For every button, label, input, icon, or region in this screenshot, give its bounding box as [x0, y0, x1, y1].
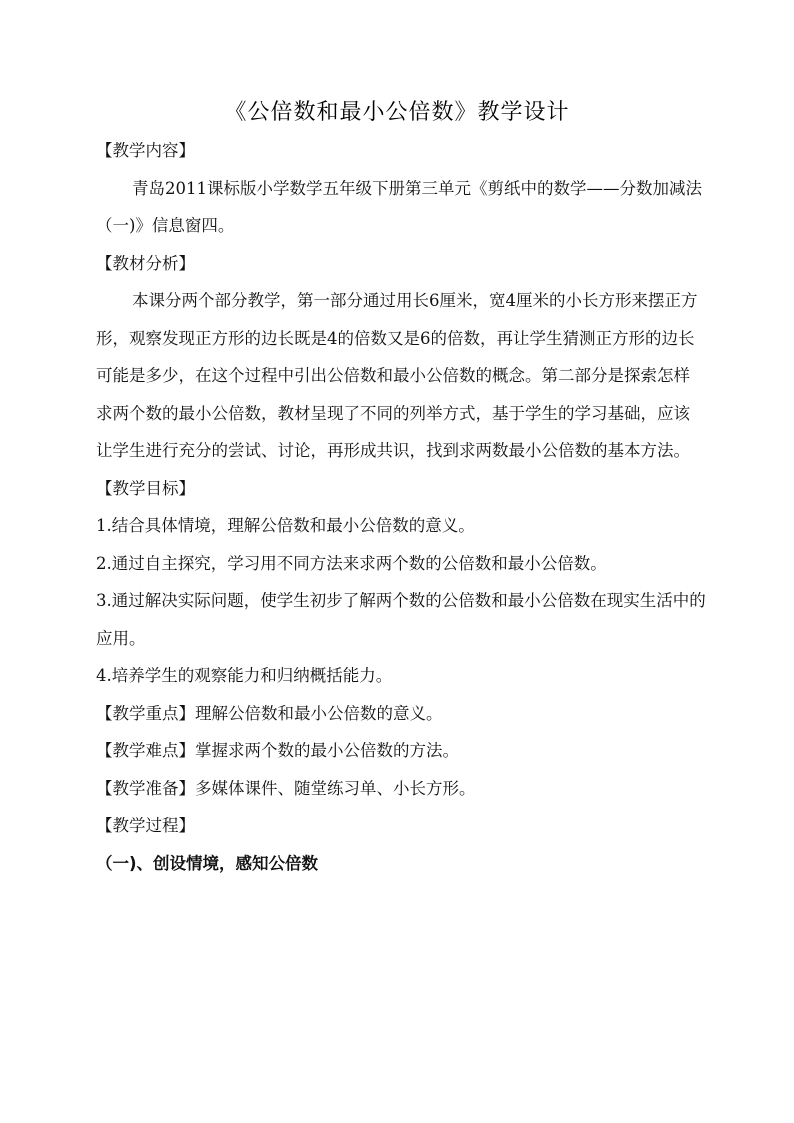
document-title: 《公倍数和最小公倍数》教学设计	[224, 100, 570, 125]
section-heading-goals: 【教学目标】	[96, 478, 195, 498]
analysis-paragraph: 本课分两个部分教学，第一部分通过用长6厘米，宽4厘米的小长方形来摆正方形，观察发现正方形的边长既是4的倍数又是6的倍数，再让学生猜测正方形的边长可能是多少，在这个过程中引出公倍数和最小公倍数的概念。第二部分是探索怎样求两个数的最小公倍数，教材呈现了不同的列举方式，基于学生的学习基础，应该让学生进行充分的尝试、讨论，再形成共识，找到求两数最小公倍数的基本方法。	[96, 291, 698, 460]
section-heading-process: 【教学过程】	[96, 816, 195, 835]
preparation-line: 【教学准备】多媒体课件、随堂练习单、小长方形。	[96, 778, 476, 798]
key-points-line: 【教学重点】理解公倍数和最小公倍数的意义。	[96, 703, 443, 723]
process-step-1: （一)、创设情境，感知公倍数	[96, 853, 319, 873]
goal-item-1: 1.结合具体情境，理解公倍数和最小公倍数的意义。	[96, 516, 475, 535]
goal-item-2: 2.通过自主探究，学习用不同方法来求两个数的公倍数和最小公倍数。	[96, 553, 607, 573]
section-heading-analysis: 【教材分析】	[96, 253, 195, 273]
difficulties-line: 【教学难点】掌握求两个数的最小公倍数的方法。	[96, 741, 459, 760]
document-body	[96, 132, 706, 882]
goal-item-3: 3.通过解决实际问题，使学生初步了解两个数的公倍数和最小公倍数在现实生活中的应用。	[96, 591, 706, 648]
goal-item-4: 4.培养学生的观察能力和归纳概括能力。	[96, 666, 393, 685]
section-heading-content: 【教学内容】	[96, 141, 195, 160]
content-paragraph: 青岛2011课标版小学数学五年级下册第三单元《剪纸中的数学——分数加减法（一)》信息窗四。	[96, 178, 702, 235]
